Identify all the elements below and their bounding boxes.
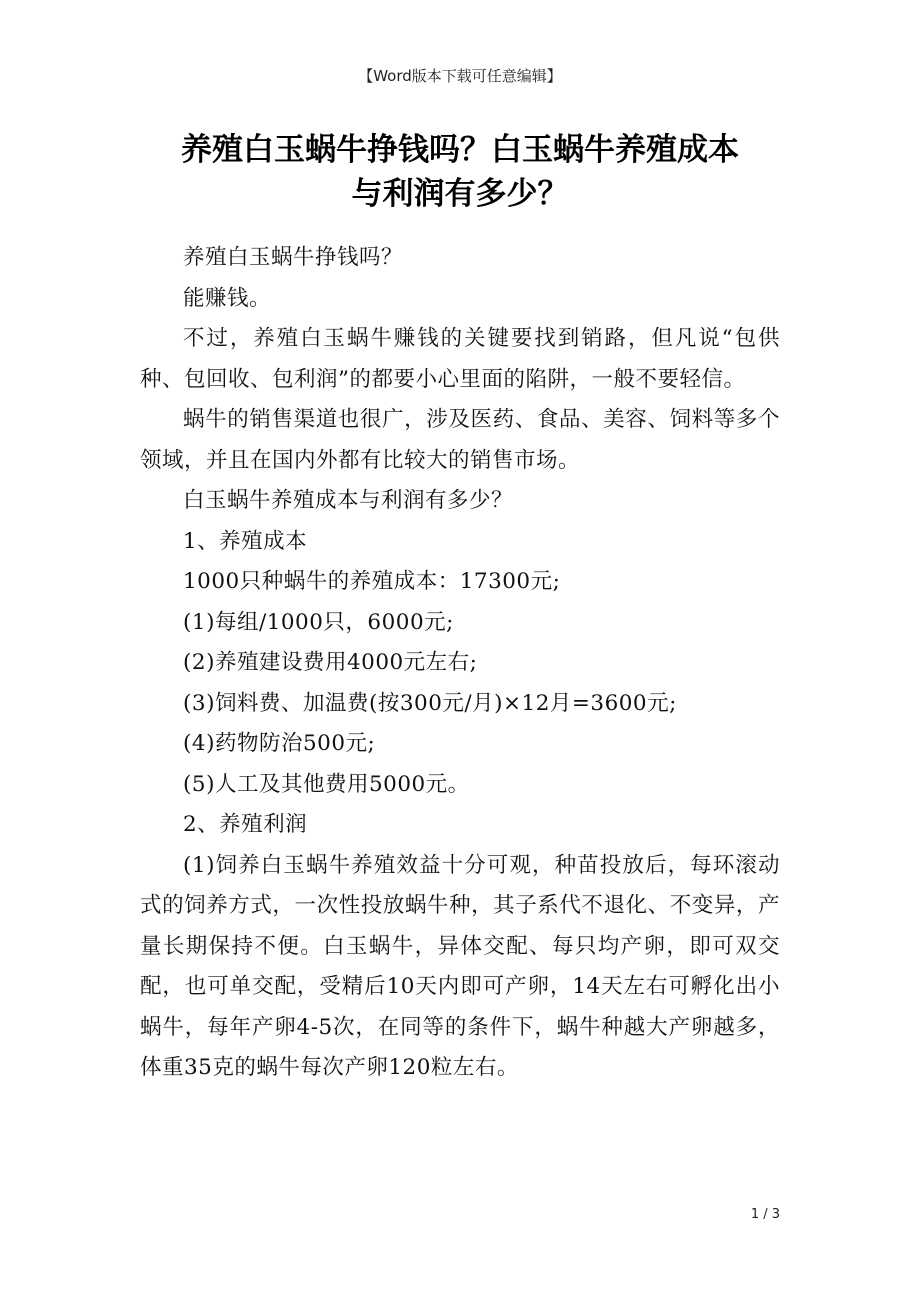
document-title bbox=[140, 128, 780, 216]
paragraph-question: 养殖白玉蜗牛挣钱吗？ bbox=[183, 245, 404, 270]
cost-item-1: (1)每组/1000只，6000元; bbox=[183, 609, 454, 635]
header-note: 【Word版本下载可任意编辑】 bbox=[358, 67, 562, 85]
cost-item-2: (2)养殖建设费用4000元左右; bbox=[183, 650, 478, 675]
paragraph-sales-channels: 蜗牛的销售渠道也很广，涉及医药、食品、美容、饲料等多个领域，并且在国内外都有比较大的销售市场。 bbox=[140, 407, 780, 473]
cost-item-4: (4)药物防治500元; bbox=[183, 731, 376, 756]
document-body bbox=[140, 238, 780, 1089]
paragraph-warning: 不过，养殖白玉蜗牛赚钱的关键要找到销路，但凡说“包供种、包回收、包利润”的都要小心里面的陷阱，一般不要轻信。 bbox=[140, 326, 780, 392]
title-line-2: 与利润有多少？ bbox=[351, 176, 569, 212]
section-heading-cost: 1、养殖成本 bbox=[183, 528, 308, 554]
paragraph-answer: 能赚钱。 bbox=[183, 285, 272, 311]
paragraph-total-cost: 1000只种蜗牛的养殖成本：17300元; bbox=[183, 569, 561, 594]
paragraph-profit-detail: (1)饲养白玉蜗牛养殖效益十分可观，种苗投放后，每环滚动式的饲养方式，一次性投放蜗牛种，其子系代不退化、不变异，产量长期保持不便。白玉蜗牛，异体交配、每只均产卵，即可双交配，也可单交配，受精后10天内即可产卵，14天左右可孵化出小蜗牛，每年产卵4-5次，在同等的条件下，蜗牛种越大产卵越多，体重35克的蜗牛每次产卵120粒左右。 bbox=[140, 852, 780, 1080]
title-line-1: 养殖白玉蜗牛挣钱吗？白玉蜗牛养殖成本 bbox=[181, 132, 739, 168]
cost-item-3: (3)饲料费、加温费(按300元/月)×12月=3600元; bbox=[183, 690, 677, 716]
page-number: 1 / 3 bbox=[750, 1207, 780, 1222]
paragraph-cost-question: 白玉蜗牛养殖成本与利润有多少？ bbox=[183, 488, 514, 513]
cost-item-5: (5)人工及其他费用5000元。 bbox=[183, 771, 470, 797]
section-heading-profit: 2、养殖利润 bbox=[183, 812, 308, 837]
